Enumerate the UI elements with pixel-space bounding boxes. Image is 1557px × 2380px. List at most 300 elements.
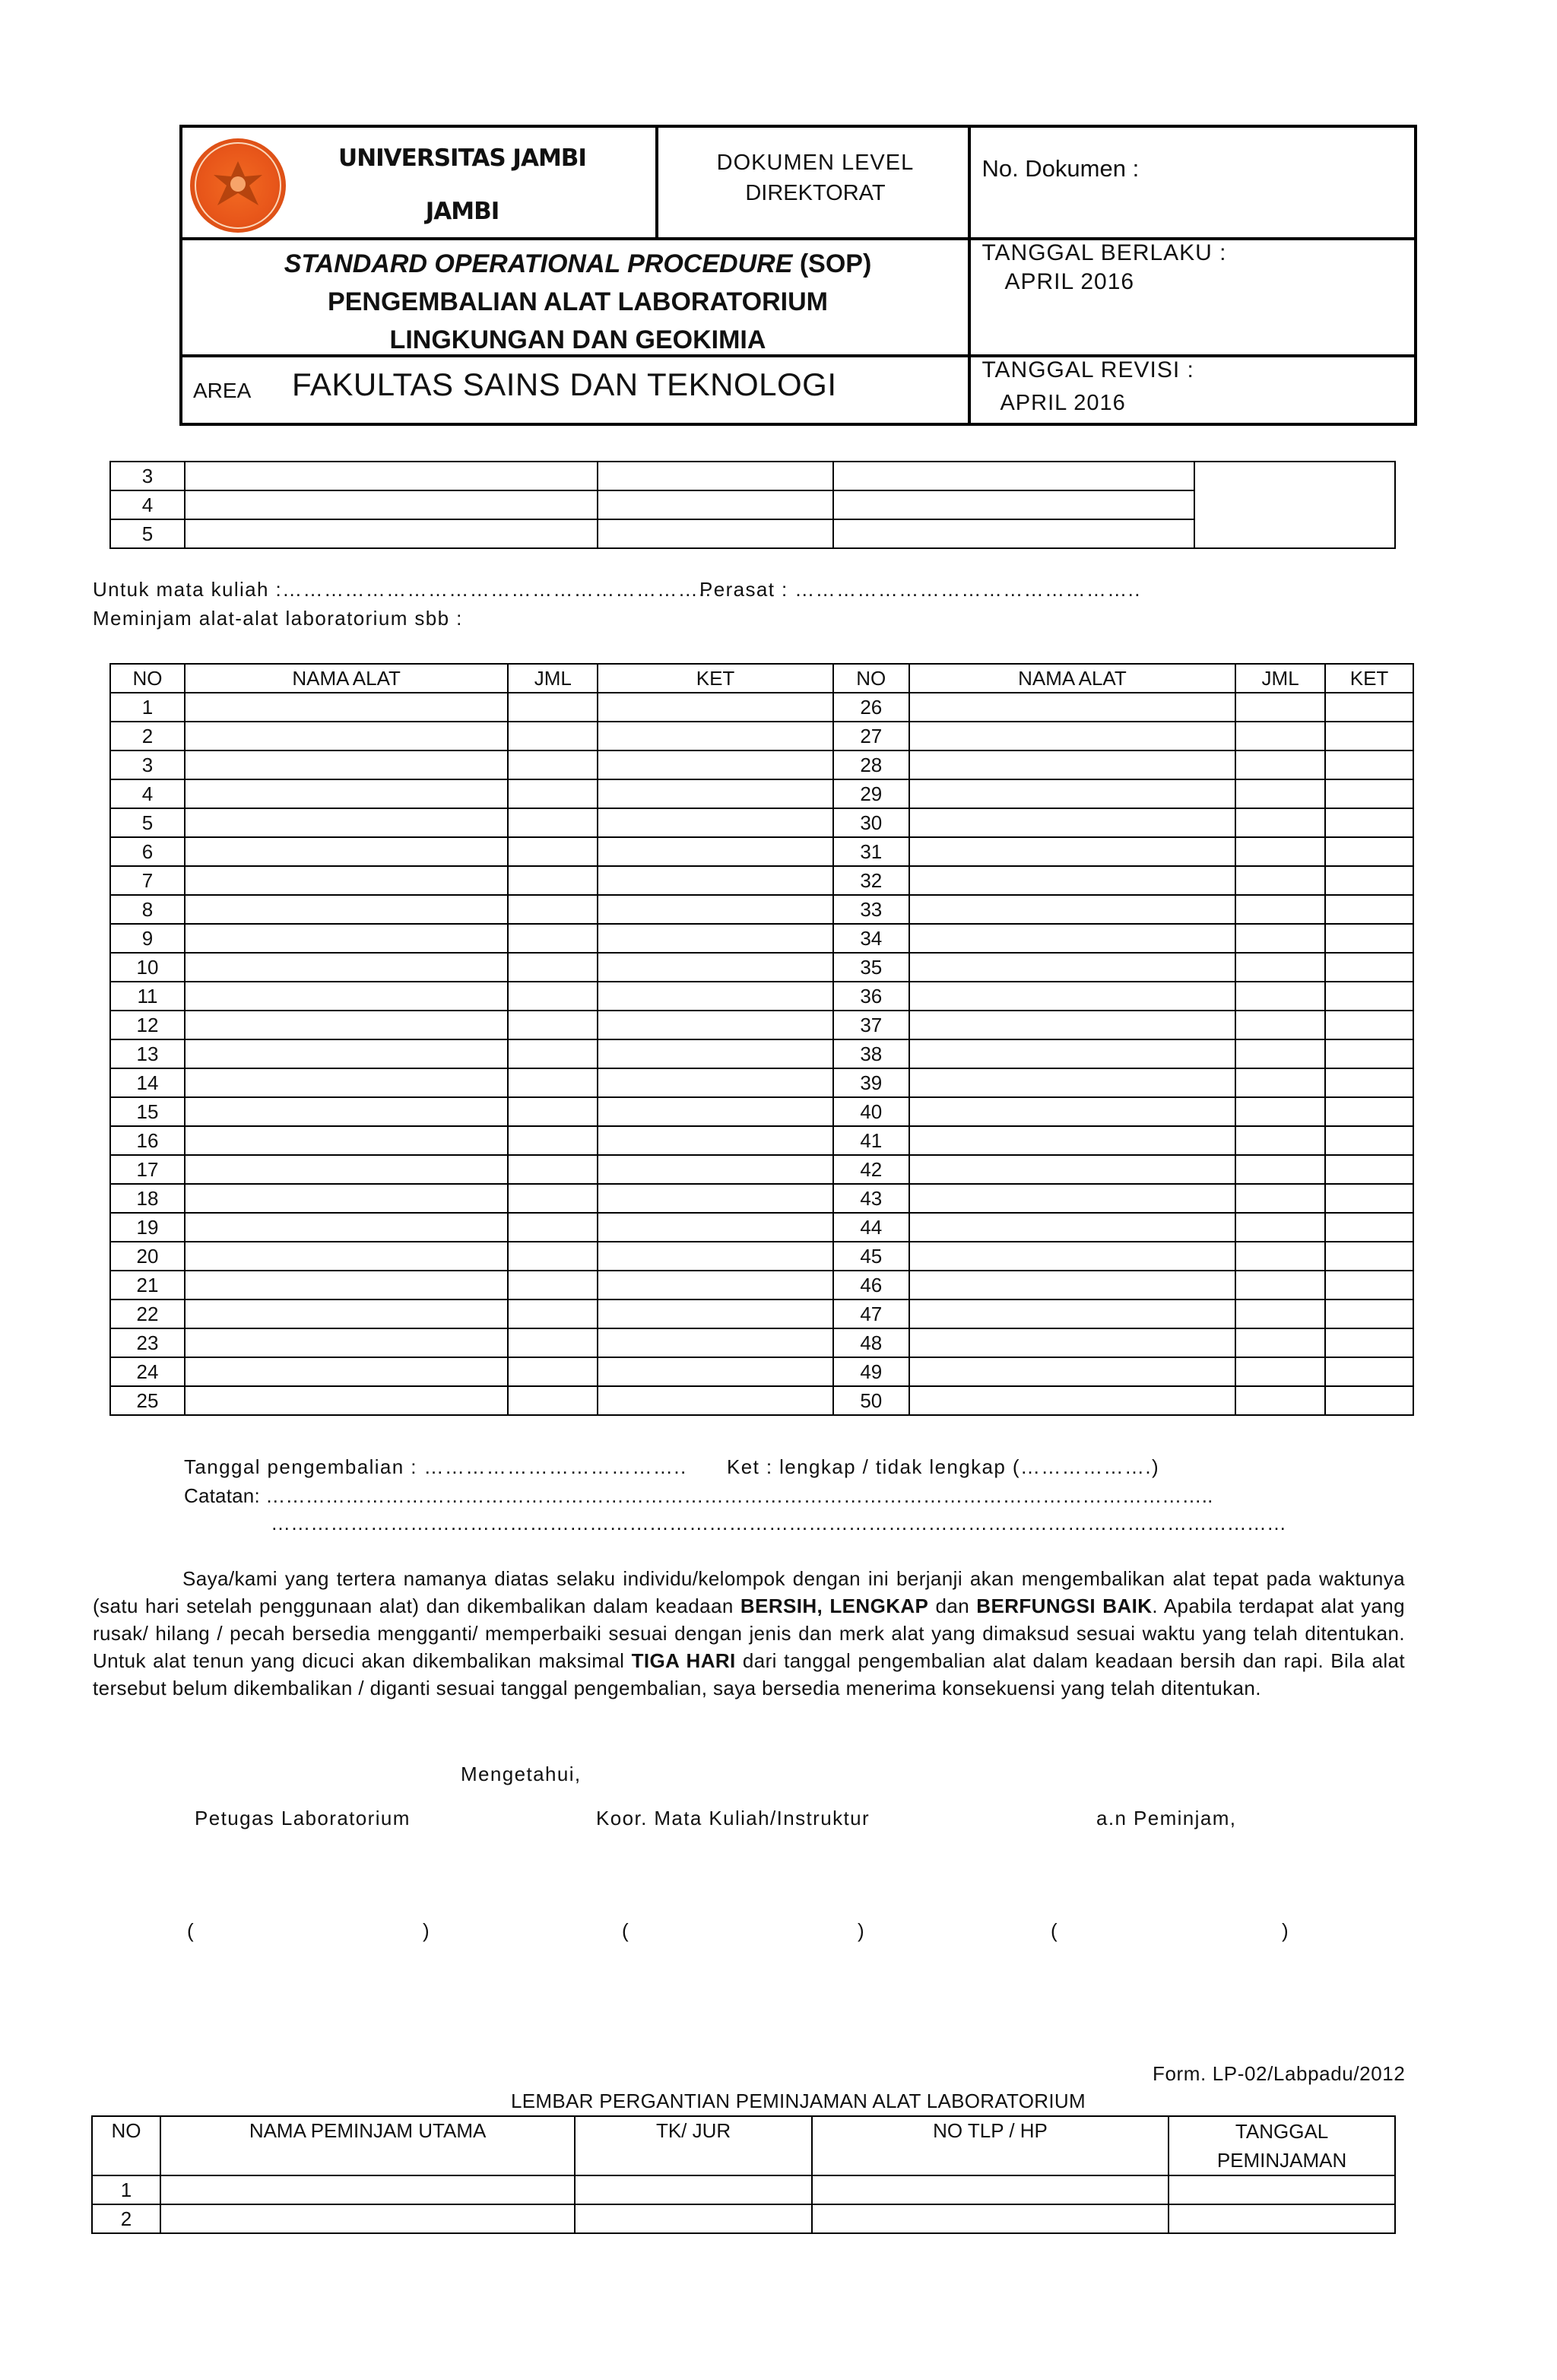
- equipment-nama-right[interactable]: [909, 837, 1235, 866]
- equipment-nama-right[interactable]: [909, 779, 1235, 808]
- equipment-nama-left[interactable]: [185, 982, 508, 1011]
- sop-title-italic: STANDARD OPERATIONAL PROCEDURE: [284, 249, 793, 278]
- equipment-nama-right[interactable]: [909, 1126, 1235, 1155]
- equipment-nama-right[interactable]: [909, 1011, 1235, 1039]
- equipment-no-right: 45: [833, 1242, 909, 1271]
- equipment-ket-left[interactable]: [598, 750, 833, 779]
- equipment-row: [110, 982, 1413, 1011]
- course-line: Untuk mata kuliah :……………………………………………………..: [93, 578, 712, 601]
- equipment-no-right: 50: [833, 1386, 909, 1415]
- equipment-jml-left[interactable]: [508, 924, 598, 953]
- equipment-jml-left[interactable]: [508, 693, 598, 722]
- fragment-row-no: 4: [110, 490, 185, 519]
- doc-number-label: No. Dokumen :: [981, 155, 1140, 182]
- equipment-jml-left[interactable]: [508, 1011, 598, 1039]
- equipment-no-left: 6: [110, 837, 185, 866]
- mengetahui-label: Mengetahui,: [461, 1763, 582, 1785]
- equipment-nama-left[interactable]: [185, 837, 508, 866]
- equipment-jml-left[interactable]: [508, 895, 598, 924]
- equipment-jml-right[interactable]: [1235, 1155, 1325, 1184]
- equipment-nama-left[interactable]: [185, 1242, 508, 1271]
- equipment-jml-right[interactable]: [1235, 1011, 1325, 1039]
- equipment-no-right: 47: [833, 1299, 909, 1328]
- equipment-nama-left[interactable]: [185, 1068, 508, 1097]
- garuda-emblem-icon: [190, 138, 286, 233]
- equipment-no-left: 21: [110, 1271, 185, 1299]
- perasat-line: Perasat : …………………………………………..: [699, 578, 1141, 601]
- equipment-row: [110, 1328, 1413, 1357]
- equipment-nama-left[interactable]: [185, 1357, 508, 1386]
- equipment-no-right: 49: [833, 1357, 909, 1386]
- equipment-no-left: 1: [110, 693, 185, 722]
- equipment-no-right: 44: [833, 1213, 909, 1242]
- equipment-no-right: 30: [833, 808, 909, 837]
- equipment-ket-left[interactable]: [598, 1126, 833, 1155]
- fragment-cell[interactable]: [598, 490, 833, 519]
- equipment-jml-left[interactable]: [508, 779, 598, 808]
- equipment-ket-right[interactable]: [1325, 1039, 1413, 1068]
- equipment-ket-right[interactable]: [1325, 837, 1413, 866]
- signature-paren-open-2: (: [622, 1919, 630, 1942]
- equipment-no-left: 24: [110, 1357, 185, 1386]
- equipment-jml-right[interactable]: [1235, 895, 1325, 924]
- sop-title-cell: [181, 239, 969, 356]
- equipment-ket-right[interactable]: [1325, 750, 1413, 779]
- equipment-row: [110, 1126, 1413, 1155]
- equipment-jml-left[interactable]: [508, 1155, 598, 1184]
- equipment-jml-right[interactable]: [1235, 1357, 1325, 1386]
- revisi-cell: [969, 356, 1416, 424]
- replacement-row: [92, 2204, 1395, 2233]
- equipment-jml-right[interactable]: [1235, 837, 1325, 866]
- equipment-ket-right[interactable]: [1325, 693, 1413, 722]
- equipment-no-right: 28: [833, 750, 909, 779]
- equipment-jml-right[interactable]: [1235, 866, 1325, 895]
- sop-title-line2: PENGEMBALIAN ALAT LABORATORIUM: [328, 287, 828, 316]
- equipment-ket-left[interactable]: [598, 779, 833, 808]
- equipment-jml-left[interactable]: [508, 1068, 598, 1097]
- statement-part3: . Apabila terdapat alat yang rusak/ hilang / pecah bersedia mengganti/ memperbaiki sesuai dengan jenis dan merk alat yang dimaksud sesuai waktu yang telah ditentukan. Untuk alat tenun yang dicuci akan dikembalikan maksimal: [93, 1595, 1406, 1672]
- equipment-jml-left[interactable]: [508, 1357, 598, 1386]
- equipment-ket-left[interactable]: [598, 1271, 833, 1299]
- equipment-no-left: 23: [110, 1328, 185, 1357]
- fragment-cell[interactable]: [833, 519, 1194, 548]
- equipment-no-right: 38: [833, 1039, 909, 1068]
- equipment-jml-left[interactable]: [508, 1039, 598, 1068]
- area-cell: [181, 356, 969, 424]
- equipment-nama-right[interactable]: [909, 953, 1235, 982]
- equipment-ket-left[interactable]: [598, 982, 833, 1011]
- equipment-jml-left[interactable]: [508, 837, 598, 866]
- equipment-jml-left[interactable]: [508, 1328, 598, 1357]
- equipment-no-right: 31: [833, 837, 909, 866]
- col-no-left: NO: [110, 664, 185, 693]
- equipment-no-left: 15: [110, 1097, 185, 1126]
- university-logo: [190, 138, 286, 233]
- fragment-cell[interactable]: [833, 490, 1194, 519]
- signature-paren-close-1: ): [423, 1919, 431, 1942]
- equipment-ket-left[interactable]: [598, 1184, 833, 1213]
- equipment-jml-left[interactable]: [508, 1213, 598, 1242]
- equipment-no-right: 40: [833, 1097, 909, 1126]
- equipment-no-left: 11: [110, 982, 185, 1011]
- replacement-cell[interactable]: [1169, 2204, 1395, 2233]
- revisi-value: APRIL 2016: [1000, 391, 1126, 415]
- replacement-cell[interactable]: [160, 2204, 575, 2233]
- equipment-ket-left[interactable]: [598, 1097, 833, 1126]
- equipment-ket-right[interactable]: [1325, 1357, 1413, 1386]
- equipment-no-left: 19: [110, 1213, 185, 1242]
- equipment-nama-left[interactable]: [185, 1328, 508, 1357]
- revisi-label: TANGGAL REVISI :: [981, 357, 1194, 382]
- area-value: FAKULTAS SAINS DAN TEKNOLOGI: [292, 367, 837, 402]
- replacement-title: LEMBAR PERGANTIAN PEMINJAMAN ALAT LABORATORIUM: [511, 2090, 1086, 2112]
- equipment-jml-right[interactable]: [1235, 1213, 1325, 1242]
- equipment-nama-left[interactable]: [185, 1271, 508, 1299]
- equipment-nama-left[interactable]: [185, 1097, 508, 1126]
- berlaku-value: APRIL 2016: [1004, 269, 1135, 294]
- rep-col-tk-jur: TK/ JUR: [575, 2116, 812, 2175]
- catatan-line1: Catatan: ……………………………………………………………………………………………………………………………..: [184, 1484, 1213, 1507]
- equipment-jml-right[interactable]: [1235, 779, 1325, 808]
- equipment-no-left: 14: [110, 1068, 185, 1097]
- replacement-cell[interactable]: [812, 2204, 1169, 2233]
- borrower-fragment-table: [109, 461, 1396, 549]
- equipment-ket-right[interactable]: [1325, 808, 1413, 837]
- statement-part1: Saya/kami yang tertera namanya diatas selaku individu/kelompok dengan ini berjanji akan mengembalikan alat tepat pada waktunya (satu hari setelah penggunaan alat) dan dikembalikan dalam keadaan: [93, 1567, 1405, 1617]
- equipment-nama-left[interactable]: [185, 693, 508, 722]
- area-label: AREA: [193, 379, 252, 402]
- equipment-no-right: 46: [833, 1271, 909, 1299]
- equipment-nama-left[interactable]: [185, 1184, 508, 1213]
- equipment-jml-left[interactable]: [508, 750, 598, 779]
- equipment-nama-right[interactable]: [909, 1328, 1235, 1357]
- equipment-ket-left[interactable]: [598, 895, 833, 924]
- equipment-no-left: 17: [110, 1155, 185, 1184]
- fragment-merged-cell[interactable]: [1194, 462, 1395, 548]
- equipment-nama-left[interactable]: [185, 866, 508, 895]
- col-ket-right: KET: [1325, 664, 1413, 693]
- equipment-ket-right[interactable]: [1325, 1386, 1413, 1415]
- equipment-nama-left[interactable]: [185, 1213, 508, 1242]
- equipment-row: [110, 1213, 1413, 1242]
- equipment-jml-left[interactable]: [508, 808, 598, 837]
- equipment-no-right: 39: [833, 1068, 909, 1097]
- catatan-line2: ………………………………………………………………………………………………………………………………………: [271, 1512, 1287, 1534]
- equipment-jml-right[interactable]: [1235, 982, 1325, 1011]
- equipment-jml-right[interactable]: [1235, 1039, 1325, 1068]
- berlaku-cell: [969, 239, 1416, 356]
- signature-paren-close-2: ): [858, 1919, 866, 1942]
- equipment-jml-right[interactable]: [1235, 1271, 1325, 1299]
- equipment-row: [110, 1011, 1413, 1039]
- equipment-ket-left[interactable]: [598, 693, 833, 722]
- equipment-ket-left[interactable]: [598, 1213, 833, 1242]
- replacement-cell[interactable]: [575, 2204, 812, 2233]
- replacement-cell[interactable]: [575, 2175, 812, 2204]
- equipment-jml-left[interactable]: [508, 1299, 598, 1328]
- equipment-nama-left[interactable]: [185, 808, 508, 837]
- equipment-nama-right[interactable]: [909, 1386, 1235, 1415]
- university-city: JAMBI: [425, 198, 499, 225]
- equipment-jml-left[interactable]: [508, 1271, 598, 1299]
- equipment-jml-right[interactable]: [1235, 1184, 1325, 1213]
- equipment-jml-right[interactable]: [1235, 1299, 1325, 1328]
- equipment-ket-left[interactable]: [598, 924, 833, 953]
- equipment-ket-right[interactable]: [1325, 1155, 1413, 1184]
- equipment-ket-left[interactable]: [598, 1299, 833, 1328]
- equipment-ket-left[interactable]: [598, 1242, 833, 1271]
- equipment-row: [110, 1386, 1413, 1415]
- equipment-jml-right[interactable]: [1235, 1386, 1325, 1415]
- equipment-jml-left[interactable]: [508, 982, 598, 1011]
- equipment-no-left: 7: [110, 866, 185, 895]
- equipment-jml-left[interactable]: [508, 1097, 598, 1126]
- equipment-no-left: 9: [110, 924, 185, 953]
- fragment-row-no: 3: [110, 462, 185, 490]
- equipment-nama-left[interactable]: [185, 953, 508, 982]
- equipment-ket-left[interactable]: [598, 1328, 833, 1357]
- berlaku-label: TANGGAL BERLAKU :: [981, 240, 1227, 265]
- equipment-row: [110, 1068, 1413, 1097]
- equipment-no-right: 48: [833, 1328, 909, 1357]
- equipment-nama-left[interactable]: [185, 750, 508, 779]
- statement-bold2: BERFUNGSI BAIK: [976, 1595, 1153, 1617]
- equipment-no-left: 20: [110, 1242, 185, 1271]
- signature-paren-close-3: ): [1282, 1919, 1290, 1942]
- equipment-jml-right[interactable]: [1235, 924, 1325, 953]
- equipment-jml-left[interactable]: [508, 953, 598, 982]
- equipment-nama-right[interactable]: [909, 808, 1235, 837]
- equipment-ket-left[interactable]: [598, 1155, 833, 1184]
- equipment-ket-left[interactable]: [598, 837, 833, 866]
- equipment-ket-right[interactable]: [1325, 1213, 1413, 1242]
- equipment-row: [110, 1039, 1413, 1068]
- equipment-ket-right[interactable]: [1325, 1271, 1413, 1299]
- equipment-ket-right[interactable]: [1325, 1097, 1413, 1126]
- equipment-row: [110, 1271, 1413, 1299]
- doc-level-line2: DIREKTORAT: [745, 181, 886, 205]
- equipment-ket-left[interactable]: [598, 1011, 833, 1039]
- equipment-jml-right[interactable]: [1235, 722, 1325, 750]
- equipment-no-right: 32: [833, 866, 909, 895]
- fragment-cell[interactable]: [185, 462, 598, 490]
- rep-col-tanggal-line1: TANGGAL: [1235, 2120, 1329, 2143]
- equipment-nama-right[interactable]: [909, 895, 1235, 924]
- equipment-nama-left[interactable]: [185, 1386, 508, 1415]
- equipment-ket-right[interactable]: [1325, 1328, 1413, 1357]
- equipment-header-row: [110, 664, 1413, 693]
- equipment-ket-right[interactable]: [1325, 1011, 1413, 1039]
- equipment-no-left: 10: [110, 953, 185, 982]
- equipment-jml-right[interactable]: [1235, 750, 1325, 779]
- equipment-jml-left[interactable]: [508, 1126, 598, 1155]
- equipment-ket-left[interactable]: [598, 1357, 833, 1386]
- equipment-no-right: 34: [833, 924, 909, 953]
- equipment-nama-left[interactable]: [185, 1299, 508, 1328]
- equipment-jml-right[interactable]: [1235, 808, 1325, 837]
- equipment-ket-left[interactable]: [598, 866, 833, 895]
- col-jml-left: JML: [508, 664, 598, 693]
- sop-title-rest: (SOP): [792, 249, 872, 278]
- equipment-no-right: 43: [833, 1184, 909, 1213]
- equipment-rows: [110, 693, 1413, 1415]
- equipment-ket-left[interactable]: [598, 1068, 833, 1097]
- equipment-ket-left[interactable]: [598, 1386, 833, 1415]
- equipment-nama-right[interactable]: [909, 1039, 1235, 1068]
- equipment-ket-left[interactable]: [598, 808, 833, 837]
- rep-col-nama: NAMA PEMINJAM UTAMA: [160, 2116, 575, 2175]
- equipment-nama-right[interactable]: [909, 722, 1235, 750]
- signature-paren-open-1: (: [187, 1919, 195, 1942]
- equipment-no-right: 37: [833, 1011, 909, 1039]
- equipment-nama-right[interactable]: [909, 1068, 1235, 1097]
- equipment-no-left: 22: [110, 1299, 185, 1328]
- equipment-no-right: 29: [833, 779, 909, 808]
- tanggal-pengembalian: Tanggal pengembalian : ………………………………..: [184, 1455, 687, 1478]
- equipment-no-right: 35: [833, 953, 909, 982]
- equipment-ket-left[interactable]: [598, 722, 833, 750]
- equipment-row: [110, 837, 1413, 866]
- equipment-jml-left[interactable]: [508, 1386, 598, 1415]
- equipment-ket-right[interactable]: [1325, 982, 1413, 1011]
- equipment-ket-right[interactable]: [1325, 1242, 1413, 1271]
- statement-part4: dari tanggal pengembalian alat dalam keadaan bersih dan rapi. Bila alat tersebut belum dikembalikan / diganti sesuai tanggal pengembalian, saya bersedia menerima konsekuensi yang telah ditentukan.: [93, 1649, 1405, 1699]
- fragment-cell[interactable]: [185, 519, 598, 548]
- equipment-ket-right[interactable]: [1325, 779, 1413, 808]
- replacement-cell[interactable]: [1169, 2175, 1395, 2204]
- equipment-no-left: 18: [110, 1184, 185, 1213]
- rep-col-no-tlp: NO TLP / HP: [812, 2116, 1169, 2175]
- equipment-nama-right[interactable]: [909, 982, 1235, 1011]
- equipment-nama-right[interactable]: [909, 924, 1235, 953]
- equipment-row: [110, 866, 1413, 895]
- equipment-nama-left[interactable]: [185, 924, 508, 953]
- equipment-row: [110, 1097, 1413, 1126]
- equipment-nama-right[interactable]: [909, 1242, 1235, 1271]
- equipment-no-right: 41: [833, 1126, 909, 1155]
- doc-number-cell: [969, 126, 1416, 239]
- form-code: Form. LP-02/Labpadu/2012: [1153, 2062, 1406, 2085]
- fragment-row-no: 5: [110, 519, 185, 548]
- meminjam-line: Meminjam alat-alat laboratorium sbb :: [93, 607, 463, 630]
- equipment-nama-right[interactable]: [909, 1213, 1235, 1242]
- equipment-row: [110, 808, 1413, 837]
- equipment-no-right: 42: [833, 1155, 909, 1184]
- equipment-row: [110, 1357, 1413, 1386]
- equipment-ket-right[interactable]: [1325, 953, 1413, 982]
- equipment-nama-left[interactable]: [185, 1126, 508, 1155]
- fragment-cell[interactable]: [598, 462, 833, 490]
- col-nama-left: NAMA ALAT: [185, 664, 508, 693]
- rep-col-no: NO: [92, 2116, 160, 2175]
- equipment-ket-right[interactable]: [1325, 1299, 1413, 1328]
- rep-col-tanggal-line2: PEMINJAMAN: [1216, 2149, 1347, 2172]
- replacement-rows: [92, 2175, 1395, 2233]
- equipment-row: [110, 895, 1413, 924]
- equipment-jml-right[interactable]: [1235, 1126, 1325, 1155]
- equipment-nama-right[interactable]: [909, 1271, 1235, 1299]
- equipment-no-left: 5: [110, 808, 185, 837]
- equipment-no-left: 8: [110, 895, 185, 924]
- equipment-jml-right[interactable]: [1235, 1242, 1325, 1271]
- equipment-jml-right[interactable]: [1235, 693, 1325, 722]
- col-ket-left: KET: [598, 664, 833, 693]
- kelengkapan: Ket : lengkap / tidak lengkap (……………….): [727, 1455, 1160, 1478]
- equipment-ket-right[interactable]: [1325, 924, 1413, 953]
- equipment-jml-left[interactable]: [508, 722, 598, 750]
- replacement-cell[interactable]: [160, 2175, 575, 2204]
- equipment-ket-right[interactable]: [1325, 722, 1413, 750]
- equipment-nama-right[interactable]: [909, 1097, 1235, 1126]
- equipment-row: [110, 722, 1413, 750]
- equipment-no-left: 4: [110, 779, 185, 808]
- equipment-no-left: 12: [110, 1011, 185, 1039]
- equipment-nama-right[interactable]: [909, 866, 1235, 895]
- equipment-nama-left[interactable]: [185, 1011, 508, 1039]
- equipment-row: [110, 1184, 1413, 1213]
- equipment-nama-right[interactable]: [909, 1357, 1235, 1386]
- equipment-jml-right[interactable]: [1235, 1068, 1325, 1097]
- equipment-table: [109, 663, 1414, 1416]
- university-cell: [181, 126, 657, 239]
- equipment-row: [110, 953, 1413, 982]
- equipment-row: [110, 693, 1413, 722]
- sop-title: [182, 245, 973, 359]
- equipment-ket-right[interactable]: [1325, 1126, 1413, 1155]
- equipment-ket-left[interactable]: [598, 1039, 833, 1068]
- equipment-row: [110, 924, 1413, 953]
- equipment-ket-right[interactable]: [1325, 895, 1413, 924]
- equipment-ket-right[interactable]: [1325, 866, 1413, 895]
- statement-bold1: BERSIH, LENGKAP: [740, 1595, 929, 1617]
- equipment-ket-left[interactable]: [598, 953, 833, 982]
- rep-col-tanggal: [1169, 2116, 1395, 2175]
- col-jml-right: JML: [1235, 664, 1325, 693]
- fragment-cell[interactable]: [833, 462, 1194, 490]
- borrower-fragment-rows: [110, 462, 1395, 548]
- equipment-jml-right[interactable]: [1235, 1097, 1325, 1126]
- equipment-ket-right[interactable]: [1325, 1184, 1413, 1213]
- col-no-right: NO: [833, 664, 909, 693]
- fragment-cell[interactable]: [185, 490, 598, 519]
- equipment-jml-right[interactable]: [1235, 1328, 1325, 1357]
- equipment-jml-left[interactable]: [508, 866, 598, 895]
- replacement-cell[interactable]: [812, 2175, 1169, 2204]
- equipment-no-right: 27: [833, 722, 909, 750]
- equipment-jml-left[interactable]: [508, 1242, 598, 1271]
- equipment-nama-left[interactable]: [185, 1155, 508, 1184]
- equipment-nama-left[interactable]: [185, 779, 508, 808]
- sop-title-line3: LINGKUNGAN DAN GEOKIMIA: [389, 325, 766, 354]
- equipment-nama-right[interactable]: [909, 750, 1235, 779]
- equipment-nama-right[interactable]: [909, 693, 1235, 722]
- equipment-nama-right[interactable]: [909, 1155, 1235, 1184]
- equipment-nama-left[interactable]: [185, 895, 508, 924]
- equipment-nama-left[interactable]: [185, 722, 508, 750]
- university-name: UNIVERSITAS JAMBI: [338, 144, 586, 172]
- equipment-jml-left[interactable]: [508, 1184, 598, 1213]
- signature-peminjam: a.n Peminjam,: [1096, 1807, 1237, 1829]
- equipment-nama-right[interactable]: [909, 1299, 1235, 1328]
- equipment-nama-right[interactable]: [909, 1184, 1235, 1213]
- equipment-nama-left[interactable]: [185, 1039, 508, 1068]
- statement-part2: dan: [928, 1595, 977, 1617]
- equipment-jml-right[interactable]: [1235, 953, 1325, 982]
- fragment-row: [110, 462, 1395, 490]
- fragment-cell[interactable]: [598, 519, 833, 548]
- equipment-ket-right[interactable]: [1325, 1068, 1413, 1097]
